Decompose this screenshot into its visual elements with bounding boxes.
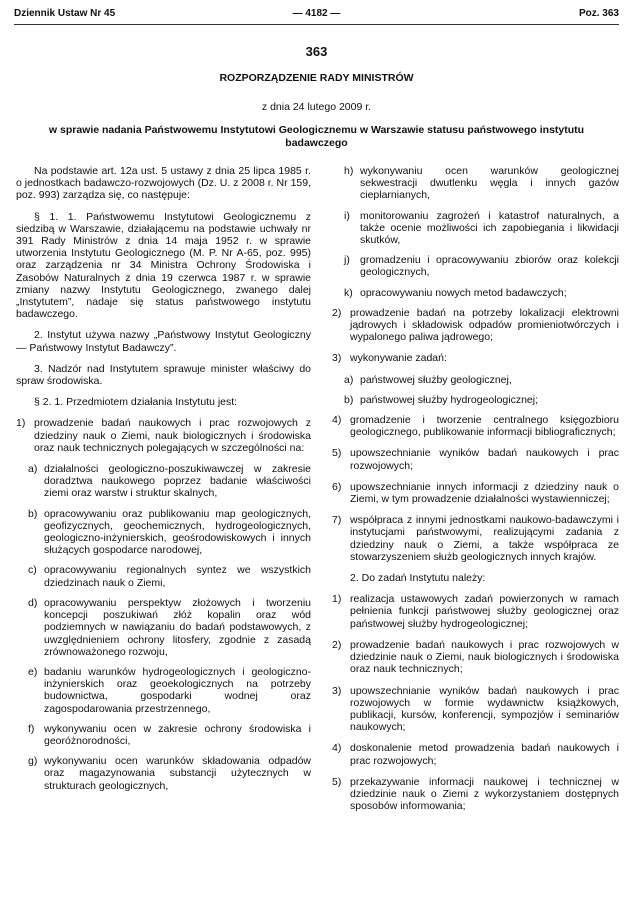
list-item-text: wykonywanie zadań:: [350, 352, 447, 365]
list-item: [16, 666, 311, 715]
list-item: [332, 287, 619, 299]
list-item-label: b): [344, 393, 354, 406]
list-item-text: opracowywaniu regionalnych syntez we wszystkich dziedzinach nauk o Ziemi,: [44, 564, 311, 589]
list-item: [332, 394, 619, 406]
act-subject: w sprawie nadania Państwowemu Instytutowi Geologicznemu w Warszawie statusu państwowego instytutu badawczego: [48, 124, 585, 149]
list-item-text: badaniu warunków hydrogeologicznych i geologiczno-inżynierskich oraz geoekologicznych na potrzeby budownictwa, gospodarki wodnej oraz zagospodarowania przestrzennego,: [44, 665, 311, 715]
intro-paragraph: Na podstawie art. 12a ust. 5 ustawy z dnia 25 lipca 1985 r. o jednostkach badawczo-rozwojowych (Dz. U. z 2008 r. Nr 159, poz. 993) zarządza się, co następuje:: [16, 165, 311, 202]
list-item-text: opracowywaniu nowych metod badawczych;: [360, 286, 567, 299]
list-item-text: realizacja ustawowych zadań powierzonych w ramach pełnienia funkcji państwowej służby geologicznej oraz państwowej służby hydrogeologicznej;: [350, 593, 619, 630]
list-item-text: przekazywanie informacji naukowej i technicznej w dziedzinie nauk o Ziemi z wykorzystaniem dostępnych sposobów informowania;: [350, 775, 619, 813]
list-item-label: h): [344, 165, 354, 177]
list-item-text: monitorowaniu zagrożeń i katastrof naturalnych, a także ocenie możliwości ich zapobiegania i likwidacji skutków,: [360, 209, 619, 247]
list-item-text: gromadzenie i tworzenie centralnego księgozbioru geologicznego, publikowanie informacji bibliograficznych;: [350, 414, 619, 439]
list-item-text: gromadzeniu i opracowywaniu zbiorów oraz kolekcji geologicznych,: [360, 254, 619, 279]
list-item: [332, 352, 619, 364]
list-item-label: 2): [332, 306, 342, 319]
paragraph-1-3: 3. Nadzór nad Instytutem sprawuje minister właściwy do spraw środowiska.: [16, 362, 311, 388]
list-item-text: upowszechnianie wyników badań naukowych i prac rozwojowych;: [350, 447, 619, 472]
list-item-text: opracowywaniu oraz publikowaniu map geologicznych, geofizycznych, geochemicznych, hydrogeologicznych, geologiczno-inżynierskich, geośrodowiskowych i innych służących gospodarce narodowej,: [44, 507, 311, 557]
list-item-label: a): [344, 373, 354, 386]
list-item: [16, 755, 311, 792]
list-item: [332, 307, 619, 344]
list-item: [332, 481, 619, 505]
list-item-text: wykonywaniu ocen warunków składowania odpadów oraz magazynowania substancji użytecznych w strukturach geologicznych,: [44, 755, 311, 792]
list-item-label: d): [28, 596, 38, 609]
list-item: [332, 593, 619, 630]
list-item-text: współpraca z innymi jednostkami naukowo-badawczymi i instytucjami państwowymi, realizującymi zadania z dziedziny nauk o Ziemi, a także współpraca ze stowarzyszeniem służb geologicznych innych krajów.: [350, 514, 619, 563]
list-item-text: państwowej służby geologicznej,: [360, 373, 512, 386]
list-item: [332, 514, 619, 563]
list-item-text: państwowej służby hydrogeologicznej;: [360, 393, 539, 406]
list-item-label: a): [28, 463, 38, 476]
act-number: 363: [305, 44, 328, 59]
page-header: [14, 8, 619, 22]
list-item-label: 1): [16, 417, 26, 430]
list-item-text: doskonalenie metod prowadzenia badań naukowych i prac rozwojowych;: [350, 742, 619, 767]
list-item: [16, 417, 311, 454]
list-item-text: wykonywaniu ocen warunków geologicznej sekwestracji dwutlenku węgla i innych gazów cieplarnianych,: [360, 165, 619, 202]
act-title: ROZPORZĄDZENIE RADY MINISTRÓW: [219, 72, 414, 84]
list-item-label: i): [344, 209, 350, 222]
list-item-label: g): [28, 755, 38, 768]
list-item: [332, 414, 619, 438]
list-item-text: upowszechnianie innych informacji z dziedziny nauk o Ziemi, w tym prowadzenie działalności wystawienniczej;: [350, 480, 619, 506]
list-item-text: wykonywaniu ocen w zakresie ochrony środowiska i georóżnorodności,: [44, 722, 311, 747]
list-item-label: 4): [332, 414, 342, 427]
position-number: Poz. 363: [578, 8, 619, 19]
right-column: [332, 165, 619, 821]
list-item: [332, 742, 619, 766]
list-item-label: 2): [332, 638, 342, 651]
list-item: [332, 639, 619, 676]
list-item-text: prowadzenie badań naukowych i prac rozwojowych z dziedziny nauk o Ziemi, nauk biologicznych i środowiska oraz nauk technicznych polegających w szczególności na:: [34, 417, 311, 454]
left-column: [16, 165, 311, 800]
page-number: — 4182 —: [292, 8, 341, 19]
list-item-label: 1): [332, 593, 342, 606]
list-item-label: 5): [332, 775, 342, 788]
list-item: [16, 508, 311, 557]
list-item-label: b): [28, 507, 38, 520]
list-item: [332, 254, 619, 278]
list-item: [332, 776, 619, 813]
list-item-label: c): [28, 564, 37, 577]
list-item-text: prowadzenie badań naukowych i prac rozwojowych w dziedzinie nauk o Ziemi, nauk biologicznych i środowiska oraz nauk technicznych;: [350, 638, 619, 676]
paragraph-2-1: § 2. 1. Przedmiotem działania Instytutu jest:: [34, 396, 238, 409]
paragraph-2-2: 2. Do zadań Instytutu należy:: [350, 572, 486, 585]
paragraph-1-2: 2. Instytut używa nazwy „Państwowy Instytut Geologiczny — Państwowy Instytut Badawczy”.: [16, 329, 311, 354]
list-item-label: 6): [332, 480, 342, 493]
list-item: [16, 463, 311, 500]
header-rule: [14, 24, 619, 25]
paragraph-1-1: § 1. 1. Państwowemu Instytutowi Geologicznemu z siedzibą w Warszawie, działającemu na podstawie uchwały nr 391 Rady Ministrów z dnia 14 maja 1952 r. w sprawie utworzenia Instytutu Geologicznego (M. P. Nr A-65, poz. 995) oraz zarządzenia nr 34 Ministra Ochrony Środowiska i Zasobów Naturalnych z dnia 19 czerwca 1987 r. w sprawie zmiany nazwy Instytutu Geologicznego, zwanego dalej „Instytutem”, nadaje się status państwowego instytutu badawczego.: [16, 210, 311, 321]
list-item: [332, 165, 619, 202]
list-item: [16, 564, 311, 588]
list-item: [332, 685, 619, 734]
list-item: [332, 447, 619, 471]
list-item-text: upowszechnianie wyników badań naukowych i prac rozwojowych w formie wydawnictw książkowych, publikacji, kursów, konferencji, sympozjów i seminariów naukowych;: [350, 684, 619, 734]
list-item-label: 3): [332, 684, 342, 697]
list-item-label: 5): [332, 447, 342, 460]
list-item-label: 3): [332, 352, 342, 365]
list-item-label: 4): [332, 742, 342, 755]
list-item-label: j): [344, 254, 350, 267]
list-item-label: 7): [332, 514, 342, 527]
journal-name: Dziennik Ustaw Nr 45: [14, 8, 116, 19]
list-item-label: k): [344, 286, 353, 299]
list-item-text: działalności geologiczno-poszukiwawczej w zakresie doradztwa naukowego poprzez badanie właściwości ziemi oraz warstw i struktur skalnych,: [44, 463, 311, 500]
list-item-text: prowadzenie badań na potrzeby lokalizacji elektrowni jądrowych i składowisk odpadów promieniotwórczych i wypalonego paliwa jądrowego;: [350, 306, 619, 344]
list-item: [16, 597, 311, 658]
list-item-text: opracowywaniu perspektyw złożowych i tworzeniu koncepcji poszukiwań złóż kopalin oraz wód podziemnych w nawiązaniu do badań podstawowych, z uwzględnieniem ochrony litosfery, zgodnie z zasadą zrównoważonego rozwoju,: [44, 596, 311, 658]
list-item-label: f): [28, 722, 35, 735]
list-item: [332, 374, 619, 386]
list-item: [332, 210, 619, 247]
list-item: [16, 723, 311, 747]
list-item-label: e): [28, 665, 38, 678]
act-date: z dnia 24 lutego 2009 r.: [261, 101, 372, 113]
